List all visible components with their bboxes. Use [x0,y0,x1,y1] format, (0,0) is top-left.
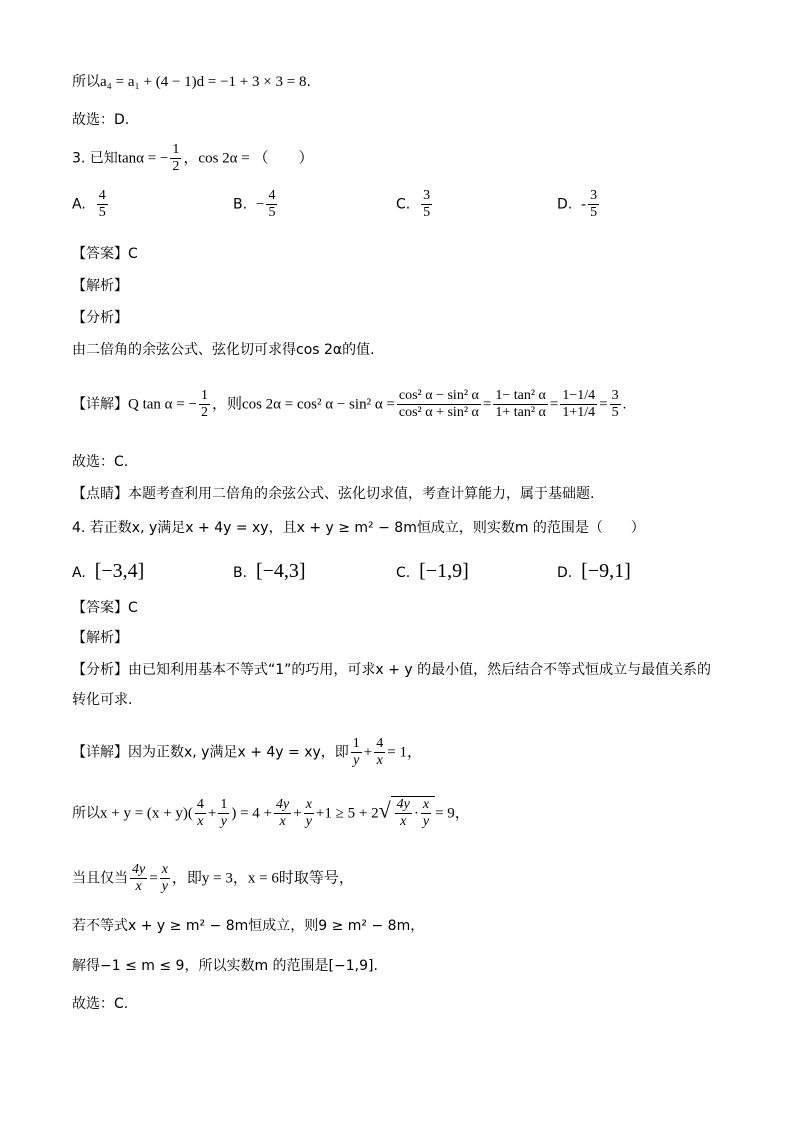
q3-option-b: B. − $\frac{4}{5}$ [233,188,276,220]
q3-detail-frac2: $\frac{\text{1− tan² α}}{\text{1+ tan² α}}$ [495,388,546,420]
q4-fenxi-1: 【分析】由已知利用基本不等式“1”的巧用，可求x + y 的最小值，然后结合不等式恒成立与最值关系的 [72,662,712,678]
q3-fenxi-tag: 【分析】 [72,310,128,326]
q2-conclusion: 所以a₄ = a₁ + (4 − 1)d = −1 + 3 × 3 = 8. [72,74,311,90]
q4-fenxi-2: 转化可求. [72,692,133,708]
q3-answer: 【答案】C [72,246,138,262]
q4-answer: 【答案】C [72,600,138,616]
q3-stem-fraction: $\frac{1}{2}$ [172,142,180,174]
q4-detail-2: 所以x + y = (x + y)( $\frac{4}{x}$ + $\frac{1}{y}$ ) = 4 + $\frac{4y}{x}$ + $\frac{x}{y}$ +1 ≥ 5 + 2√ $\frac{4y}{x}$ · $\frac{x}{y}$ = 9， [72,797,470,829]
q3-stem: 3. 已知tanα = − $\frac{1}{2}$ ，cos 2α = （ ） [72,142,314,174]
q4-detail-1: 【详解】因为正数x, y满足x + 4y = xy，即 $\frac{1}{y}$ + $\frac{4}{x}$ = 1， [72,736,422,768]
q3-select: 故选：C. [72,454,129,470]
q4-select: 故选：C. [72,996,129,1012]
q2-select: 故选：D. [72,112,130,128]
q4-option-b: B. [−4,3] [233,560,306,582]
q3-jiexi: 【解析】 [72,278,128,294]
q3-option-d: D. - $\frac{3}{5}$ [557,188,598,220]
q4-detail-3: 当且仅当 $\frac{4y}{x}$ = $\frac{x}{y}$ ，即y = 3，x = 6时取等号， [72,862,354,894]
q3-detail-frac1: $\frac{\text{cos² α − sin² α}}{\text{cos² α + sin² α}}$ [398,388,479,420]
q4-option-c: C. [−1,9] [396,560,469,582]
q3-option-a: A. $\frac{4}{5}$ [72,188,106,220]
q4-option-a: A. [−3,4] [72,560,145,582]
q4-option-d: D. [−9,1] [557,560,631,582]
q3-option-c: C. $\frac{3}{5}$ [396,188,431,220]
q3-detail-frac3: $\frac{1-1/4}{1+1/4}$ [562,388,596,420]
q3-dianjing: 【点睛】本题考查利用二倍角的余弦公式、弦化切求值，考查计算能力，属于基础题. [72,486,595,502]
q4-detail-5: 解得−1 ≤ m ≤ 9，所以实数m 的范围是[−1,9]. [72,958,378,974]
q3-fenxi: 由二倍角的余弦公式、弦化切可求得cos 2α的值. [72,342,375,358]
q4-stem: 4. 若正数x, y满足x + 4y = xy，且x + y ≥ m² − 8m恒成立，则实数m 的范围是（ ） [72,520,645,536]
q3-detail: 【详解】Q tan α = − $\frac{1}{2}$ ，则cos 2α = cos² α − sin² α = $\frac{\text{cos² α − sin² α}}{\text{cos² α + sin² α}}$ = $\frac{\text{1− tan² α}}{\text{1+ tan² α}}$ = $\frac{1-1/4}{1+1/4}$ = $\frac{3}{5}$ . [72,388,627,420]
q4-jiexi: 【解析】 [72,630,128,646]
q4-detail-4: 若不等式x + y ≥ m² − 8m恒成立，则9 ≥ m² − 8m， [72,918,425,934]
